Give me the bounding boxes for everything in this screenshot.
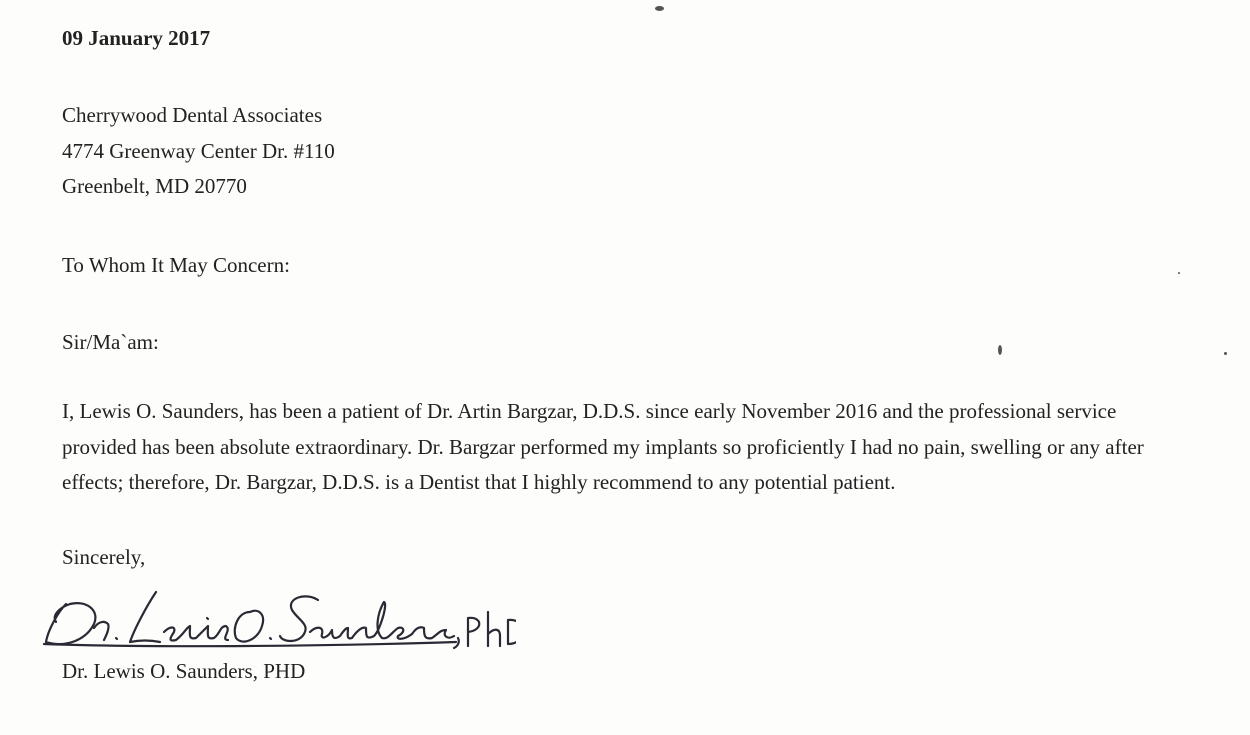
greeting: Sir/Ma`am: — [62, 330, 159, 354]
recipient-city: Greenbelt, MD 20770 — [62, 174, 247, 198]
signer-name: Dr. Lewis O. Saunders, PHD — [62, 659, 306, 683]
letter-date: 09 January 2017 — [62, 26, 211, 50]
scan-speck — [1224, 352, 1227, 355]
signature-text: Dr. Lewis O. Saunders, PhD — [36, 660, 48, 661]
scan-speck — [998, 345, 1002, 355]
closing: Sincerely, — [62, 545, 146, 569]
scan-speck — [655, 6, 664, 11]
recipient-name: Cherrywood Dental Associates — [62, 103, 323, 127]
letter-body: I, Lewis O. Saunders, has been a patient of Dr. Artin Bargzar, D.D.S. since early November 2016 and the professional service provided has been absolute extraordinary. Dr. Bargzar performed my implants so proficiently I had no pain, swelling or any after effects; therefore, Dr. Bargzar, D.D.S. is a Dentist that I highly recommend to any potential patient. — [62, 399, 1144, 494]
salutation: To Whom It May Concern: — [62, 253, 290, 277]
scan-speck — [1178, 272, 1180, 274]
recipient-street: 4774 Greenway Center Dr. #110 — [62, 139, 335, 163]
handwritten-signature — [36, 582, 516, 662]
